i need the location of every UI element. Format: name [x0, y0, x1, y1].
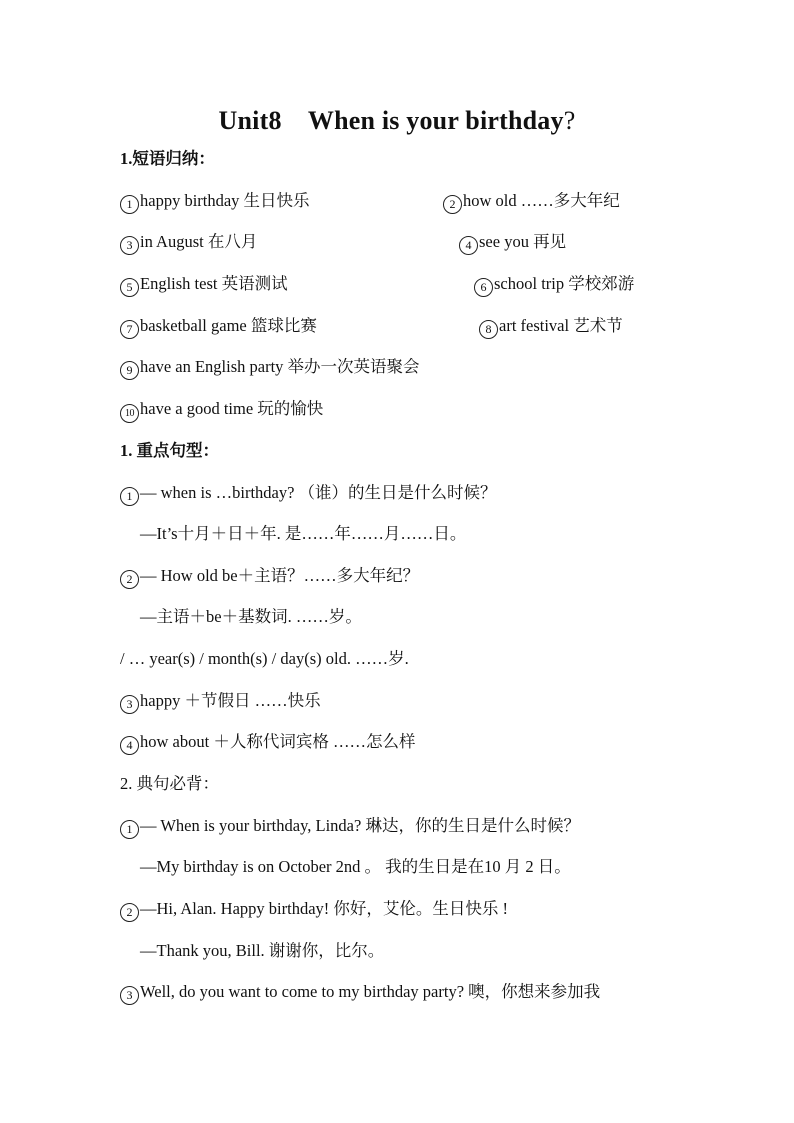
- pattern-alt: / … year(s) / month(s) / day(s) old. ……岁.: [120, 649, 409, 668]
- sentence-item: 1 — When is your birthday, Linda? 琳达，你的生日是什么时候？: [120, 814, 580, 839]
- phrase-item: 4 see you 再见: [459, 230, 566, 255]
- pattern-item: 4 how about ＋人称代词宾格 ……怎么样: [120, 730, 415, 755]
- pattern-reply: —It’s十月＋日＋年. 是……年……月……日。: [140, 524, 467, 543]
- sentence-reply: —My birthday is on October 2nd 。 我的生日是在10 月 2 日。: [140, 857, 571, 876]
- pattern-item: 1 — when is …birthday? （谁）的生日是什么时候？: [120, 481, 497, 506]
- section-heading-phrases: 1.短语归纳：: [120, 149, 215, 168]
- phrase-item: 6 school trip 学校郊游: [474, 272, 634, 297]
- section-heading-patterns: 1. 重点句型：: [120, 441, 219, 460]
- phrase-item: 5 English test 英语测试: [120, 272, 288, 297]
- phrase-item: 3 in August 在八月: [120, 230, 257, 255]
- phrase-item: 8 art festival 艺术节: [479, 314, 623, 339]
- phrase-item: 9 have an English party 举办一次英语聚会: [120, 355, 420, 380]
- phrase-item: 7 basketball game 篮球比赛: [120, 314, 317, 339]
- sentence-item: 3 Well, do you want to come to my birthday party? 噢，你想来参加我: [120, 980, 600, 1005]
- pattern-reply: —主语＋be＋基数词. ……岁。: [140, 607, 362, 626]
- page-title: Unit8 When is your birthday?: [218, 106, 576, 135]
- phrase-item: 1 happy birthday 生日快乐: [120, 189, 310, 214]
- sentence-reply: —Thank you, Bill. 谢谢你，比尔。: [140, 941, 385, 960]
- pattern-item: 2 — How old be＋主语？……多大年纪？: [120, 564, 419, 589]
- phrase-item: 2 how old ……多大年纪: [443, 189, 620, 214]
- sentence-item: 2 —Hi, Alan. Happy birthday! 你好，艾伦。生日快乐 !: [120, 897, 508, 922]
- pattern-item: 3 happy ＋节假日 ……快乐: [120, 689, 321, 714]
- section-heading-sentences: 2. 典句必背：: [120, 774, 219, 793]
- phrase-item: 10 have a good time 玩的愉快: [120, 397, 323, 423]
